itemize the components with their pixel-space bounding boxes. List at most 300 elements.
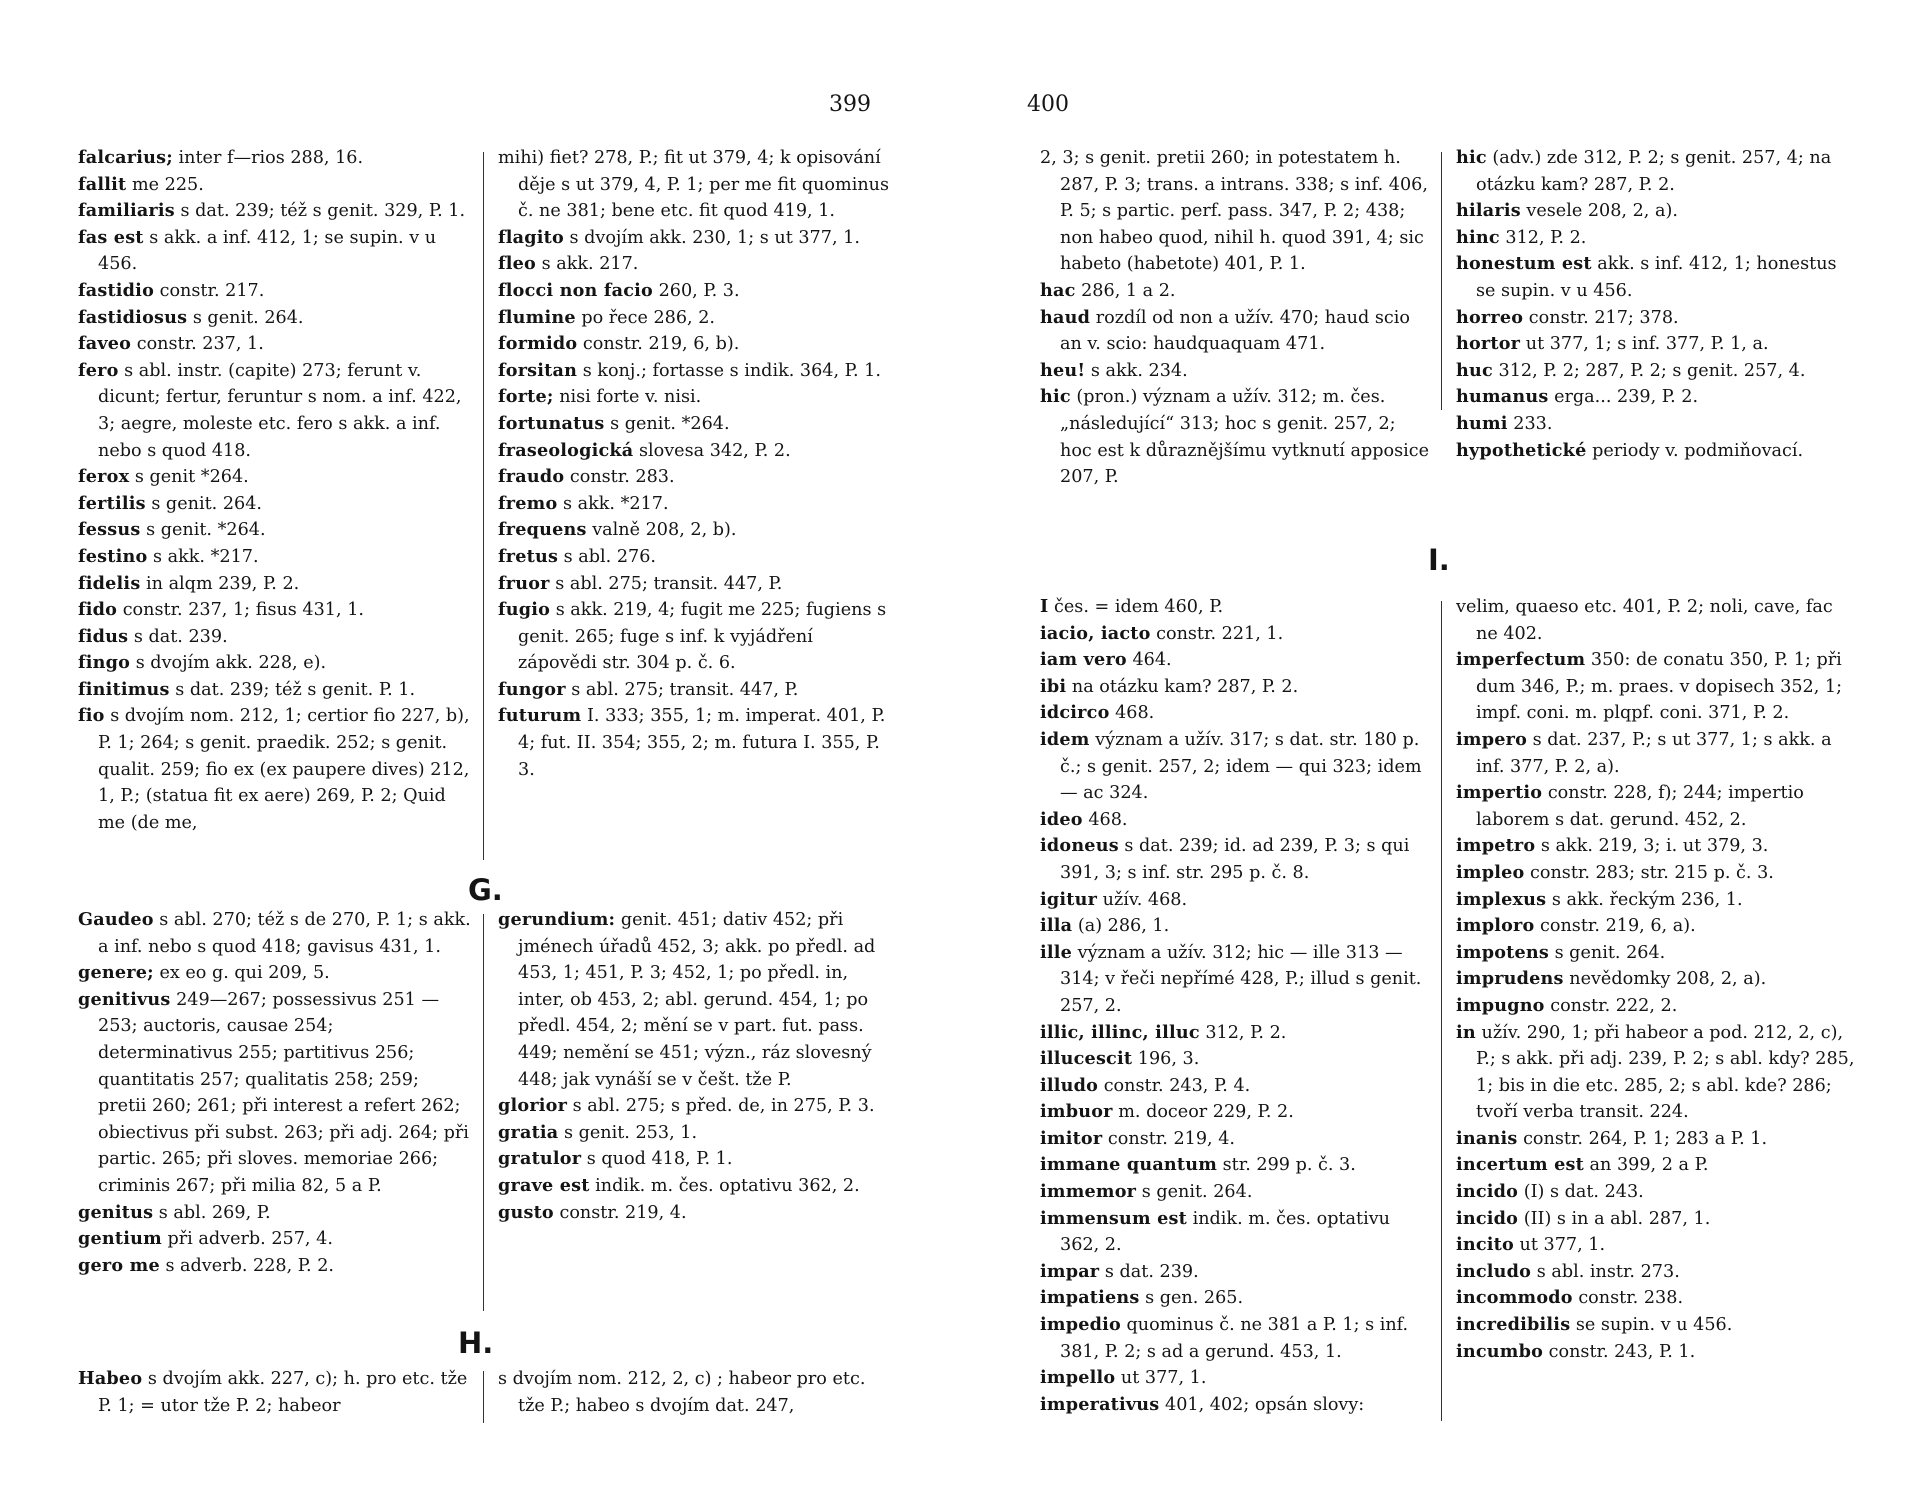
entry-text: se supin. v u 456. bbox=[1575, 1315, 1733, 1336]
entry-headword: formido bbox=[498, 333, 578, 355]
entry-headword: incertum est bbox=[1456, 1154, 1584, 1176]
entry-text: 249—267; possessivus 251 — 253; auctoris, causae 254; determinativus 255; partitivus 256; quantitatis 257; qualitatis 258; 259; pretii 260; 261; při interest a refert 262; obiectivus při subst. 263; při adj. 264; při partic. 265; při sloves. memoriae 266; criminis 267; při milia 82, 5 a P. bbox=[98, 989, 469, 1196]
entry-text: s dvojím nom. 212, 2, c) ; habeor pro etc. tže P.; habeo s dvojím dat. 247, bbox=[498, 1369, 866, 1416]
index-entry bbox=[78, 464, 471, 491]
index-entry bbox=[78, 198, 471, 225]
entry-text: (adv.) zde 312, P. 2; s genit. 257, 4; na otázku kam? 287, P. 2. bbox=[1476, 148, 1832, 195]
entry-text: periody v. podmiňovací. bbox=[1592, 440, 1804, 461]
entry-text: s dat. 239; též s genit. P. 1. bbox=[175, 679, 416, 700]
entry-headword: illudo bbox=[1040, 1074, 1099, 1096]
entry-text: m. doceor 229, P. 2. bbox=[1118, 1102, 1294, 1123]
index-entry bbox=[1040, 1099, 1432, 1126]
column-divider bbox=[1441, 152, 1442, 410]
entry-headword: forsitan bbox=[498, 359, 578, 381]
entry-text: 468. bbox=[1115, 703, 1155, 724]
entry-headword: fas est bbox=[78, 226, 144, 248]
index-entry bbox=[1456, 647, 1856, 727]
index-entry bbox=[1456, 1339, 1856, 1366]
entry-headword: iam vero bbox=[1040, 649, 1127, 671]
entry-headword: hic bbox=[1456, 147, 1487, 168]
entry-headword: ille bbox=[1040, 941, 1073, 963]
entry-headword: idcirco bbox=[1040, 702, 1110, 724]
entry-text: s akk. 234. bbox=[1090, 360, 1188, 381]
entry-text: s abl. 276. bbox=[563, 546, 657, 567]
entry-text: str. 299 p. č. 3. bbox=[1222, 1155, 1356, 1176]
index-entry bbox=[1040, 647, 1432, 674]
entry-text: s abl. instr. (capite) 273; ferunt v. dicunt; fertur, feruntur s nom. a inf. 422, 3; aegre, moleste etc. fero s akk. a inf. nebo s quod 418. bbox=[98, 360, 462, 461]
index-entry bbox=[78, 703, 471, 836]
entry-headword: fertilis bbox=[78, 492, 146, 514]
entry-headword: hac bbox=[1040, 279, 1076, 301]
index-entry bbox=[1040, 1152, 1432, 1179]
entry-headword: hilaris bbox=[1456, 200, 1521, 222]
entry-text: me 225. bbox=[131, 174, 204, 195]
index-entry bbox=[1040, 278, 1432, 305]
index-entry bbox=[1456, 1206, 1856, 1233]
index-entry bbox=[1456, 993, 1856, 1020]
index-entry bbox=[78, 624, 471, 651]
index-entry bbox=[1040, 1285, 1432, 1312]
entry-headword: gerundium: bbox=[498, 909, 616, 930]
entry-text: nisi forte v. nisi. bbox=[559, 387, 702, 408]
entry-text: constr. 221, 1. bbox=[1156, 623, 1284, 644]
index-entry bbox=[1456, 594, 1856, 647]
entry-headword: hic bbox=[1040, 386, 1071, 408]
index-entry bbox=[498, 677, 896, 704]
index-entry bbox=[1456, 913, 1856, 940]
entry-headword: faveo bbox=[78, 333, 132, 355]
index-entry bbox=[78, 331, 471, 358]
entry-headword: immane quantum bbox=[1040, 1154, 1218, 1176]
entry-headword: festino bbox=[78, 545, 148, 567]
entry-text: s dvojím akk. 228, e). bbox=[135, 653, 327, 674]
right-page-i-col-2 bbox=[1456, 594, 1856, 1365]
entry-headword: familiaris bbox=[78, 200, 175, 222]
index-entry bbox=[78, 225, 471, 278]
entry-text: s abl. 275; s před. de, in 275, P. 3. bbox=[572, 1096, 875, 1117]
entry-headword: illic, illinc, illuc bbox=[1040, 1021, 1200, 1043]
index-entry bbox=[1456, 860, 1856, 887]
entry-headword: gratia bbox=[498, 1121, 559, 1143]
entry-headword: flocci non facio bbox=[498, 279, 653, 301]
entry-headword: ferox bbox=[78, 466, 130, 488]
entry-headword: Habeo bbox=[78, 1368, 143, 1389]
entry-headword: illa bbox=[1040, 915, 1073, 937]
entry-headword: fremo bbox=[498, 492, 558, 514]
entry-headword: includo bbox=[1456, 1260, 1532, 1282]
entry-headword: forte; bbox=[498, 386, 554, 408]
index-entry bbox=[498, 544, 896, 571]
entry-headword: hortor bbox=[1456, 333, 1521, 355]
entry-text: 196, 3. bbox=[1137, 1049, 1200, 1070]
index-entry bbox=[498, 358, 896, 385]
entry-headword: impugno bbox=[1456, 994, 1545, 1016]
index-entry bbox=[1456, 1285, 1856, 1312]
entry-text: význam a užív. 317; s dat. str. 180 p. č.; s genit. 257, 2; idem — qui 323; idem — ac 324. bbox=[1060, 729, 1422, 804]
index-entry bbox=[1456, 331, 1856, 358]
index-entry bbox=[1456, 833, 1856, 860]
entry-text: 233. bbox=[1513, 413, 1553, 434]
entry-text: s konj.; fortasse s indik. 364, P. 1. bbox=[582, 360, 881, 381]
entry-headword: fido bbox=[78, 599, 118, 621]
entry-text: slovesa 342, P. 2. bbox=[638, 440, 791, 461]
entry-text: 312, P. 2. bbox=[1205, 1022, 1287, 1043]
index-entry bbox=[1040, 1126, 1432, 1153]
entry-text: při adverb. 257, 4. bbox=[167, 1229, 333, 1250]
index-entry bbox=[1040, 1365, 1432, 1392]
entry-text: constr. 219, 6, b). bbox=[582, 334, 740, 355]
entry-text: s abl. 275; transit. 447, P. bbox=[571, 679, 799, 700]
section-heading-i: I. bbox=[1428, 543, 1450, 577]
entry-headword: in bbox=[1456, 1021, 1476, 1043]
index-entry bbox=[1040, 1020, 1432, 1047]
index-entry bbox=[1040, 1179, 1432, 1206]
left-page-g-col-1 bbox=[78, 907, 471, 1279]
entry-headword: fraudo bbox=[498, 466, 565, 488]
entry-text: constr. 264, P. 1; 283 a P. 1. bbox=[1523, 1128, 1768, 1149]
entry-text: s quod 418, P. 1. bbox=[586, 1149, 733, 1170]
index-entry bbox=[1456, 940, 1856, 967]
entry-text: s akk. 219, 3; i. ut 379, 3. bbox=[1540, 836, 1769, 857]
index-entry bbox=[1040, 833, 1432, 886]
entry-headword: heu! bbox=[1040, 359, 1086, 381]
entry-text: s abl. instr. 273. bbox=[1536, 1261, 1680, 1282]
index-entry bbox=[78, 597, 471, 624]
entry-headword: humanus bbox=[1456, 386, 1549, 408]
index-entry bbox=[1456, 1179, 1856, 1206]
entry-headword: fio bbox=[78, 705, 105, 727]
entry-text: s abl. 275; transit. 447, P. bbox=[555, 573, 783, 594]
index-entry bbox=[498, 907, 896, 1093]
entry-text: 286, 1 a 2. bbox=[1081, 280, 1176, 301]
entry-text: s dvojím nom. 212, 1; certior fio 227, b), P. 1; 264; s genit. praedik. 252; s genit. qualit. 259; fio ex (ex paupere dives) 212, 1, P.; (statua fit ex aere) 269, P. 2; Quid me (de me, bbox=[98, 706, 470, 833]
index-entry bbox=[1040, 621, 1432, 648]
entry-headword: fidelis bbox=[78, 572, 141, 594]
column-divider bbox=[483, 914, 484, 1311]
entry-text: rozdíl od non a užív. 470; haud scio an v. scio: haudquaquam 471. bbox=[1060, 307, 1410, 355]
entry-headword: genere; bbox=[78, 962, 154, 984]
column-divider bbox=[483, 1371, 484, 1423]
index-entry bbox=[1456, 145, 1856, 198]
index-entry bbox=[78, 907, 471, 960]
entry-headword: impertio bbox=[1456, 782, 1543, 804]
entry-text: s dat. 237, P.; s ut 377, 1; s akk. a inf. 377, P. 2, a). bbox=[1476, 729, 1832, 777]
index-entry bbox=[78, 677, 471, 704]
entry-text: indik. m. čes. optativu 362, 2. bbox=[595, 1175, 860, 1196]
index-entry bbox=[498, 225, 896, 252]
entry-headword: gentium bbox=[78, 1228, 162, 1250]
page-number-right: 400 bbox=[1027, 92, 1069, 117]
index-entry bbox=[78, 1253, 471, 1280]
index-entry bbox=[498, 517, 896, 544]
index-entry bbox=[498, 384, 896, 411]
index-entry bbox=[78, 1366, 471, 1419]
entry-text: s genit. 264. bbox=[1141, 1182, 1253, 1203]
index-entry bbox=[78, 544, 471, 571]
left-page-h-col-1 bbox=[78, 1366, 471, 1419]
entry-text: 401, 402; opsán slovy: bbox=[1165, 1394, 1365, 1415]
left-page-h-col-2 bbox=[498, 1366, 896, 1419]
index-entry bbox=[1456, 1232, 1856, 1259]
entry-text: (a) 286, 1. bbox=[1077, 916, 1170, 937]
entry-text: (II) s in a abl. 287, 1. bbox=[1523, 1208, 1711, 1229]
entry-text: s gen. 265. bbox=[1145, 1288, 1244, 1309]
entry-text: s genit *264. bbox=[134, 467, 249, 488]
entry-headword: incommodo bbox=[1456, 1287, 1573, 1309]
entry-text: s genit. 264. bbox=[1554, 942, 1666, 963]
entry-headword: imperativus bbox=[1040, 1393, 1160, 1415]
entry-text: quominus č. ne 381 a P. 1; s inf. 381, P. 2; s ad a gerund. 453, 1. bbox=[1060, 1315, 1409, 1362]
entry-text: velim, quaeso etc. 401, P. 2; noli, cave, fac ne 402. bbox=[1456, 597, 1833, 644]
index-entry bbox=[1040, 384, 1432, 490]
entry-headword: imperfectum bbox=[1456, 649, 1586, 671]
entry-text: constr. 219, 4. bbox=[1107, 1128, 1236, 1149]
entry-text: s akk. a inf. 412, 1; se supin. v u 456. bbox=[98, 227, 437, 275]
entry-text: užív. 290, 1; při habeor a pod. 212, 2, c), P.; s akk. při adj. 239, P. 2; s abl. kdy? 285, 1; bis in die etc. 285, 2; s abl. kde? 286; tvoří verba transit. 224. bbox=[1476, 1022, 1855, 1123]
index-entry bbox=[498, 251, 896, 278]
entry-text: mihi) fiet? 278, P.; fit ut 379, 4; k opisování děje s ut 379, 4, P. 1; per me fit quominus č. ne 381; bene etc. fit quod 419, 1. bbox=[498, 148, 890, 222]
page-number-left: 399 bbox=[829, 92, 871, 117]
entry-text: ut 377, 1. bbox=[1120, 1368, 1207, 1389]
index-entry bbox=[498, 145, 896, 225]
index-entry bbox=[1040, 887, 1432, 914]
entry-text: s akk. řeckým 236, 1. bbox=[1551, 889, 1743, 910]
index-entry bbox=[1040, 1312, 1432, 1365]
entry-headword: igitur bbox=[1040, 888, 1098, 910]
entry-text: constr. 217; 378. bbox=[1528, 307, 1679, 328]
column-divider bbox=[483, 152, 484, 860]
entry-text: inter f—rios 288, 16. bbox=[178, 148, 364, 168]
index-entry bbox=[1456, 251, 1856, 304]
index-entry bbox=[498, 305, 896, 332]
entry-text: constr. 243, P. 4. bbox=[1103, 1075, 1251, 1096]
index-entry bbox=[498, 464, 896, 491]
entry-text: s abl. 269, P. bbox=[158, 1202, 271, 1223]
entry-text: (I) s dat. 243. bbox=[1523, 1182, 1644, 1203]
section-heading-g: G. bbox=[468, 873, 503, 907]
entry-text: in alqm 239, P. 2. bbox=[146, 573, 300, 594]
entry-text: constr. 243, P. 1. bbox=[1548, 1341, 1696, 1362]
index-entry bbox=[1040, 1046, 1432, 1073]
entry-text: erga... 239, P. 2. bbox=[1554, 387, 1699, 408]
entry-text: 464. bbox=[1132, 650, 1172, 671]
entry-headword: impedio bbox=[1040, 1314, 1121, 1336]
entry-headword: incumbo bbox=[1456, 1340, 1544, 1362]
entry-headword: grave est bbox=[498, 1174, 590, 1196]
entry-headword: fingo bbox=[78, 652, 131, 674]
entry-text: s dat. 239; též s genit. 329, P. 1. bbox=[180, 201, 466, 222]
entry-text: s akk. *217. bbox=[562, 493, 669, 514]
entry-text: s dat. 239. bbox=[1104, 1261, 1199, 1282]
entry-text: ut 377, 1. bbox=[1519, 1235, 1606, 1256]
index-entry bbox=[498, 1200, 896, 1227]
entry-text: constr. 237, 1. bbox=[136, 334, 264, 355]
index-entry bbox=[498, 1120, 896, 1147]
entry-headword: incido bbox=[1456, 1207, 1519, 1229]
index-entry bbox=[78, 278, 471, 305]
index-entry bbox=[1040, 1259, 1432, 1286]
entry-text: constr. 238. bbox=[1578, 1288, 1684, 1309]
entry-headword: ibi bbox=[1040, 675, 1067, 697]
index-entry bbox=[1456, 438, 1856, 465]
index-entry bbox=[1456, 1152, 1856, 1179]
entry-headword: idoneus bbox=[1040, 835, 1119, 857]
entry-headword: incido bbox=[1456, 1181, 1519, 1203]
entry-headword: fortunatus bbox=[498, 412, 605, 434]
entry-text: s genit. 253, 1. bbox=[563, 1122, 698, 1143]
entry-text: s dvojím akk. 227, c); h. pro etc. tže P. 1; = utor tže P. 2; habeor bbox=[98, 1369, 468, 1416]
entry-headword: gero me bbox=[78, 1254, 160, 1276]
entry-headword: glorior bbox=[498, 1095, 568, 1117]
entry-headword: incredibilis bbox=[1456, 1314, 1571, 1336]
entry-text: 312, P. 2; 287, P. 2; s genit. 257, 4. bbox=[1498, 360, 1806, 381]
index-entry bbox=[1456, 358, 1856, 385]
index-entry bbox=[78, 571, 471, 598]
entry-text: constr. 283. bbox=[569, 467, 675, 488]
left-page-g-col-2 bbox=[498, 907, 896, 1226]
entry-text: valně 208, 2, b). bbox=[592, 520, 737, 541]
entry-text: čes. = idem 460, P. bbox=[1054, 597, 1224, 617]
index-entry bbox=[1040, 1073, 1432, 1100]
entry-headword: fretus bbox=[498, 545, 559, 567]
entry-text: I. 333; 355, 1; m. imperat. 401, P. 4; fut. II. 354; 355, 2; m. futura I. 355, P. 3. bbox=[518, 706, 886, 780]
index-entry bbox=[1040, 940, 1432, 1020]
entry-text: constr. 217. bbox=[159, 280, 265, 301]
entry-headword: immensum est bbox=[1040, 1207, 1187, 1229]
entry-text: s abl. 270; též s de 270, P. 1; s akk. a inf. nebo s quod 418; gavisus 431, 1. bbox=[98, 910, 471, 957]
entry-text: constr. 283; str. 215 p. č. 3. bbox=[1530, 862, 1774, 883]
entry-text: nevědomky 208, 2, a). bbox=[1569, 969, 1767, 990]
entry-headword: idem bbox=[1040, 728, 1090, 750]
index-entry bbox=[78, 1200, 471, 1227]
entry-text: constr. 222, 2. bbox=[1550, 995, 1678, 1016]
entry-text: s dat. 239. bbox=[133, 626, 228, 647]
entry-headword: ideo bbox=[1040, 808, 1083, 830]
entry-headword: immemor bbox=[1040, 1181, 1137, 1203]
entry-text: význam a užív. 312; hic — ille 313 — 314; v řeči nepřímé 428, P.; illud s genit. 257, 2. bbox=[1060, 942, 1422, 1016]
entry-headword: genitivus bbox=[78, 988, 171, 1010]
entry-headword: futurum bbox=[498, 705, 582, 727]
index-entry bbox=[1456, 780, 1856, 833]
entry-headword: fero bbox=[78, 359, 119, 381]
entry-headword: illucescit bbox=[1040, 1048, 1133, 1070]
entry-headword: impetro bbox=[1456, 835, 1536, 857]
index-entry bbox=[1456, 198, 1856, 225]
entry-text: 350: de conatu 350, P. 1; při dum 346, P.; m. praes. v dopisech 352, 1; impf. coni. m. plqpf. coni. 371, P. 2. bbox=[1476, 650, 1843, 724]
entry-text: s akk. *217. bbox=[153, 546, 259, 567]
right-page-h-col-2 bbox=[1456, 145, 1856, 464]
entry-text: akk. s inf. 412, 1; honestus se supin. v u 456. bbox=[1476, 254, 1837, 301]
left-page-f-col-1 bbox=[78, 145, 471, 836]
entry-text: s genit. *264. bbox=[610, 413, 730, 434]
entry-headword: frequens bbox=[498, 519, 587, 541]
entry-headword: hinc bbox=[1456, 226, 1500, 248]
entry-headword: incito bbox=[1456, 1234, 1514, 1256]
entry-text: 2, 3; s genit. pretii 260; in potestatem h. 287, P. 3; trans. a intrans. 338; s inf. 406, P. 5; s partic. perf. pass. 347, P. 2; 438; non habeo quod, nihil h. quod 391, 4; sic habeto (habetote) 401, P. 1. bbox=[1040, 148, 1428, 275]
entry-headword: imploro bbox=[1456, 915, 1535, 937]
entry-text: užív. 468. bbox=[1102, 889, 1188, 910]
entry-headword: fastidio bbox=[78, 279, 155, 301]
entry-text: s genit. 264. bbox=[151, 493, 262, 514]
index-entry bbox=[498, 278, 896, 305]
entry-headword: fastidiosus bbox=[78, 306, 188, 328]
index-entry bbox=[498, 491, 896, 518]
entry-headword: flumine bbox=[498, 306, 576, 328]
entry-headword: fleo bbox=[498, 253, 536, 275]
index-entry bbox=[498, 1146, 896, 1173]
entry-text: s genit. 264. bbox=[192, 307, 304, 328]
index-entry bbox=[1040, 1392, 1432, 1419]
index-entry bbox=[78, 987, 471, 1200]
right-page-i-col-1 bbox=[1040, 594, 1432, 1418]
index-entry bbox=[1040, 727, 1432, 807]
index-entry bbox=[498, 411, 896, 438]
entry-headword: I bbox=[1040, 596, 1049, 617]
entry-text: vesele 208, 2, a). bbox=[1526, 201, 1678, 222]
entry-text: (pron.) význam a užív. 312; m. čes. „následující“ 313; hoc s genit. 257, 2; hoc est k důraznějšímu vytknutí apposice 207, P. bbox=[1060, 387, 1430, 488]
entry-text: constr. 219, 4. bbox=[559, 1202, 687, 1223]
section-heading-h: H. bbox=[458, 1326, 494, 1360]
entry-headword: fidus bbox=[78, 625, 129, 647]
entry-headword: imitor bbox=[1040, 1127, 1103, 1149]
index-entry bbox=[1456, 305, 1856, 332]
entry-headword: imbuor bbox=[1040, 1101, 1113, 1123]
entry-headword: huc bbox=[1456, 359, 1493, 381]
entry-headword: inanis bbox=[1456, 1127, 1518, 1149]
index-entry bbox=[1040, 1206, 1432, 1259]
index-entry bbox=[498, 438, 896, 465]
entry-text: s akk. 219, 4; fugit me 225; fugiens s genit. 265; fuge s inf. k vyjádření zápovědi str. 304 p. č. 6. bbox=[518, 600, 887, 674]
index-entry bbox=[78, 145, 471, 172]
entry-headword: impotens bbox=[1456, 941, 1549, 963]
entry-headword: fungor bbox=[498, 678, 566, 700]
entry-headword: falcarius; bbox=[78, 147, 173, 168]
index-entry bbox=[78, 305, 471, 332]
entry-text: constr. 237, 1; fisus 431, 1. bbox=[122, 600, 364, 621]
index-entry bbox=[1456, 1020, 1856, 1126]
index-entry bbox=[78, 650, 471, 677]
entry-headword: gratulor bbox=[498, 1148, 582, 1170]
entry-text: 260, P. 3. bbox=[658, 280, 740, 301]
entry-text: constr. 228, f); 244; impertio laborem s dat. gerund. 452, 2. bbox=[1476, 783, 1804, 830]
entry-headword: fraseologická bbox=[498, 439, 634, 461]
index-entry bbox=[498, 1366, 896, 1419]
index-entry bbox=[78, 491, 471, 518]
entry-text: s genit. *264. bbox=[146, 520, 266, 541]
right-page-h-col-1 bbox=[1040, 145, 1432, 491]
index-entry bbox=[1040, 913, 1432, 940]
index-entry bbox=[1040, 674, 1432, 701]
index-entry bbox=[498, 1093, 896, 1120]
entry-text: na otázku kam? 287, P. 2. bbox=[1071, 676, 1299, 697]
index-entry bbox=[498, 703, 896, 783]
entry-text: ut 377, 1; s inf. 377, P. 1, a. bbox=[1525, 334, 1769, 355]
index-entry bbox=[78, 960, 471, 987]
index-entry bbox=[1040, 700, 1432, 727]
index-entry bbox=[1040, 358, 1432, 385]
index-entry bbox=[78, 358, 471, 464]
index-entry bbox=[1456, 727, 1856, 780]
index-entry bbox=[1456, 1312, 1856, 1339]
index-entry bbox=[1040, 807, 1432, 834]
entry-headword: impar bbox=[1040, 1260, 1100, 1282]
entry-text: indik. m. čes. optativu 362, 2. bbox=[1060, 1208, 1390, 1256]
index-entry bbox=[498, 571, 896, 598]
index-entry bbox=[1040, 594, 1432, 621]
entry-headword: honestum est bbox=[1456, 253, 1592, 275]
entry-headword: impero bbox=[1456, 728, 1527, 750]
index-entry bbox=[498, 331, 896, 358]
